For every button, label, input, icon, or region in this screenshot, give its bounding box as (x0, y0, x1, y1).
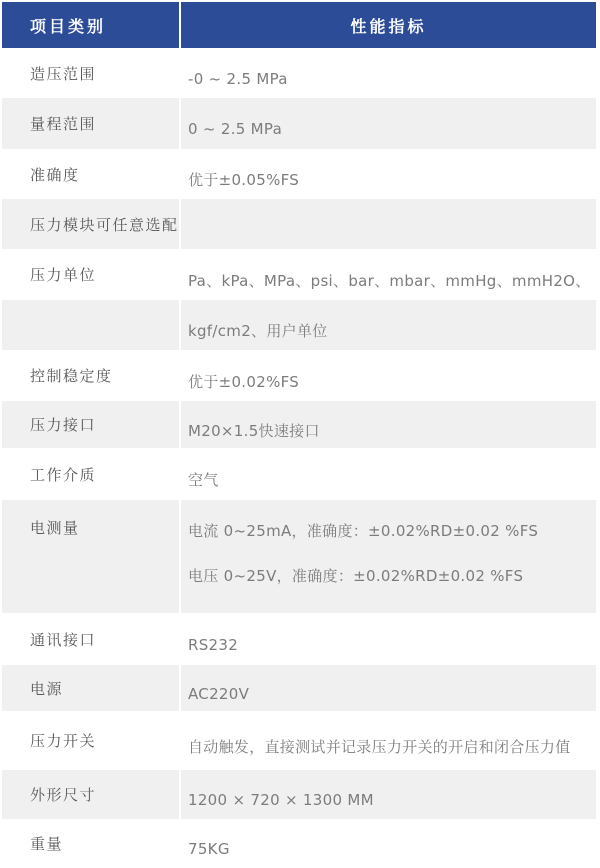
row-dimensions (2, 770, 596, 819)
row-label: 造压范围 (30, 64, 97, 83)
row-value: kgf/cm2、用户单位 (181, 300, 596, 350)
row-label: 电测量 (2, 500, 179, 613)
row-value: -0 ~ 2.5 MPa (188, 69, 288, 88)
row-value: AC220V (181, 665, 596, 711)
row-label: 量程范围 (2, 98, 179, 149)
row-pressure-switch (2, 711, 596, 770)
row-working-medium (2, 448, 596, 500)
row-pressure-units-continued (2, 300, 596, 350)
row-value-line-current: 电流 0~25mA，准确度：±0.02%RD±0.02 %FS (188, 522, 539, 540)
row-weight (2, 819, 596, 868)
row-pressure-units (2, 249, 596, 300)
row-value: 75KG (188, 840, 230, 858)
row-label: 外形尺寸 (2, 770, 179, 819)
row-value (181, 199, 596, 249)
row-value: 0 ~ 2.5 MPa (181, 98, 596, 149)
row-label (2, 300, 179, 350)
row-label: 准确度 (30, 165, 80, 184)
row-control-stability (2, 350, 596, 401)
row-value (181, 500, 596, 613)
row-label: 控制稳定度 (30, 367, 113, 385)
specification-table (2, 2, 596, 868)
row-label: 电源 (2, 665, 179, 711)
row-label: 压力开关 (30, 732, 97, 750)
row-electrical-measurement (2, 500, 596, 613)
table-header-row (2, 2, 596, 48)
row-label: 通讯接口 (30, 630, 97, 649)
row-value-line-voltage: 电压 0~25V，准确度：±0.02%RD±0.02 %FS (188, 567, 524, 585)
row-label: 重量 (30, 835, 64, 853)
header-indicator-cell: 性能指标 (181, 2, 596, 48)
row-span-range (2, 98, 596, 149)
row-label: 压力单位 (30, 266, 97, 284)
row-value: 空气 (188, 471, 219, 489)
header-category-cell: 项目类别 (2, 2, 179, 48)
row-label: 工作介质 (30, 465, 97, 484)
row-value: RS232 (188, 635, 239, 654)
row-pressure-port (2, 401, 596, 448)
row-value: Pa、kPa、MPa、psi、bar、mbar、mmHg、mmH2O、 (188, 271, 591, 290)
row-value: 优于±0.02%FS (188, 372, 300, 391)
row-comm-interface (2, 613, 596, 665)
row-value: M20×1.5快速接口 (181, 401, 596, 448)
row-label: 压力模块可任意选配 (2, 199, 179, 249)
row-label: 压力接口 (2, 401, 179, 448)
row-power-supply (2, 665, 596, 711)
row-pressure-module-option (2, 199, 596, 249)
row-value: 自动触发，直接测试并记录压力开关的开启和闭合压力值 (188, 737, 571, 756)
row-value: 1200 × 720 × 1300 MM (181, 770, 596, 819)
row-value: 优于±0.05%FS (188, 171, 300, 189)
row-accuracy (2, 149, 596, 199)
row-build-pressure-range (2, 48, 596, 98)
